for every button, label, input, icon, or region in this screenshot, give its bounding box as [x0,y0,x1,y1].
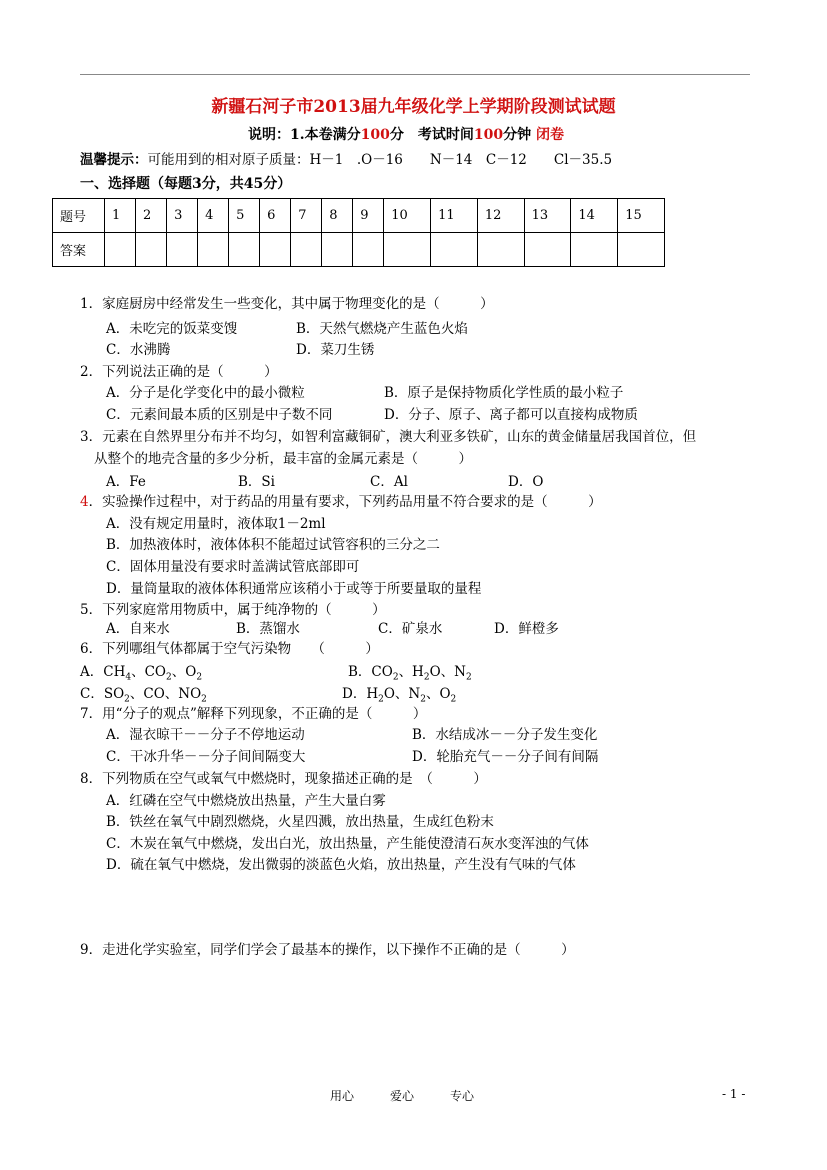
footer-motto: 用心 爱心 专心 [330,1089,475,1103]
question-3-stem-continued: 从整个的地壳含量的多少分析，最丰富的金属元素是（ ） [94,451,472,467]
answer-cell[interactable] [167,233,198,267]
table-cell: 12 [477,199,524,233]
question-1-option-b: B．天然气燃烧产生蓝色火焰 [296,321,468,337]
question-2-option-a: A．分子是化学变化中的最小微粒 [106,385,305,401]
question-8-option-a: A．红磷在空气中燃烧放出热量，产生大量白雾 [106,793,386,809]
answer-cell[interactable] [229,233,260,267]
page-title: 新疆石河子市2013届九年级化学上学期阶段测试试题 [211,97,616,117]
answer-cell[interactable] [291,233,322,267]
question-8-option-c: C．木炭在氧气中燃烧，发出白光，放出热量，产生能使澄清石灰水变浑浊的气体 [106,836,589,852]
table-cell: 5 [229,199,260,233]
table-row-label: 题号 [53,199,105,233]
answer-cell[interactable] [431,233,478,267]
table-cell: 11 [431,199,478,233]
question-5-stem: 5．下列家庭常用物质中，属于纯净物的（ ） [80,602,386,618]
question-6-option-b: B．$CO_2$、$H_2O$、$N_2$ [348,664,472,683]
question-5-option-c: C．矿泉水 [378,621,443,637]
question-5-option-a: A．自来水 [106,621,170,637]
table-cell: 13 [524,199,571,233]
question-8-stem: 8．下列物质在空气或氧气中燃烧时，现象描述正确的是 （ ） [80,771,487,787]
question-3-option-a: A．Fe [106,474,146,490]
table-cell: 15 [618,199,665,233]
table-row-label: 答案 [53,233,105,267]
table-cell: 8 [322,199,353,233]
question-6-option-a: A．$CH_4$、$CO_2$、$O_2$ [80,664,203,683]
answer-cell[interactable] [322,233,353,267]
question-7-option-b: B．水结成冰－－分子发生变化 [412,727,598,743]
question-4-option-a: A．没有规定用量时，液体取1－2ml [106,516,326,532]
question-9-stem: 9．走进化学实验室，同学们学会了最基本的操作，以下操作不正确的是（ ） [80,942,575,958]
question-7-option-d: D．轮胎充气－－分子间有间隔 [412,749,599,765]
question-1-option-d: D．菜刀生锈 [296,342,375,358]
hint-line: 温馨提示：可能用到的相对原子质量：H－1 .O－16 N－14 C－12 Cl－35.5 [80,152,613,168]
question-4-stem: 4．实验操作过程中，对于药品的用量有要求，下列药品用量不符合要求的是（ ） [80,494,602,510]
answer-cell[interactable] [524,233,571,267]
answer-cell[interactable] [384,233,431,267]
answer-cell[interactable] [353,233,384,267]
answer-cell[interactable] [198,233,229,267]
question-2-option-b: B．原子是保持物质化学性质的最小粒子 [384,385,624,401]
question-3-option-d: D．O [508,474,544,490]
question-3-stem: 3．元素在自然界里分布并不均匀，如智利富藏铜矿，澳大利亚多铁矿，山东的黄金储量居我国首位，但 [80,429,697,445]
question-3-option-c: C．Al [370,474,408,490]
question-6-stem: 6．下列哪组气体都属于空气污染物 （ ） [80,641,379,657]
table-row-numbers [53,199,665,233]
question-5-option-b: B．蒸馏水 [236,621,300,637]
question-2-option-d: D．分子、原子、离子都可以直接构成物质 [384,407,638,423]
table-cell: 14 [571,199,618,233]
question-2-stem: 2．下列说法正确的是（ ） [80,364,278,380]
question-1-option-c: C．水沸腾 [106,342,171,358]
answer-cell[interactable] [136,233,167,267]
question-6-option-c: C．$SO_2$、CO、$NO_2$ [80,686,207,705]
table-cell: 1 [105,199,136,233]
table-cell: 2 [136,199,167,233]
question-8-option-d: D．硫在氧气中燃烧，发出微弱的淡蓝色火焰，放出热量，产生没有气味的气体 [106,857,576,873]
answer-cell[interactable] [477,233,524,267]
question-7-option-c: C．干冰升华－－分子间间隔变大 [106,749,306,765]
table-cell: 10 [384,199,431,233]
answer-cell[interactable] [260,233,291,267]
table-cell: 7 [291,199,322,233]
question-6-option-d: D．$H_2O$、$N_2$、$O_2$ [342,686,457,705]
question-5-option-d: D．鲜橙多 [494,621,559,637]
question-4-option-b: B．加热液体时，液体体积不能超过试管容积的三分之二 [106,537,440,553]
table-cell: 3 [167,199,198,233]
section-heading: 一、选择题（每题3分，共45分） [80,176,292,192]
question-2-option-c: C．元素间最本质的区别是中子数不同 [106,407,333,423]
exam-note: 说明：1.本卷满分100分 考试时间100分钟 闭卷 [248,127,564,143]
question-7-option-a: A．湿衣晾干－－分子不停地运动 [106,727,305,743]
question-1-stem: 1．家庭厨房中经常发生一些变化，其中属于物理变化的是（ ） [80,296,494,312]
question-4-option-d: D．量筒量取的液体体积通常应该稍小于或等于所要量取的量程 [106,581,482,597]
question-7-stem: 7．用“分子的观点”解释下列现象，不正确的是（ ） [80,706,427,722]
question-4-option-c: C．固体用量没有要求时盖满试管底部即可 [106,559,360,575]
table-cell: 4 [198,199,229,233]
table-cell: 9 [353,199,384,233]
page-number: - 1 - [722,1087,746,1101]
question-8-option-b: B．铁丝在氧气中剧烈燃烧，火星四溅，放出热量，生成红色粉末 [106,814,494,830]
question-3-option-b: B．Si [238,474,275,490]
answer-table [52,198,665,267]
table-cell: 6 [260,199,291,233]
answer-cell[interactable] [571,233,618,267]
answer-cell[interactable] [618,233,665,267]
question-1-option-a: A．未吃完的饭菜变馊 [106,321,238,337]
header-rule [80,74,750,75]
table-row-answers [53,233,665,267]
answer-cell[interactable] [105,233,136,267]
